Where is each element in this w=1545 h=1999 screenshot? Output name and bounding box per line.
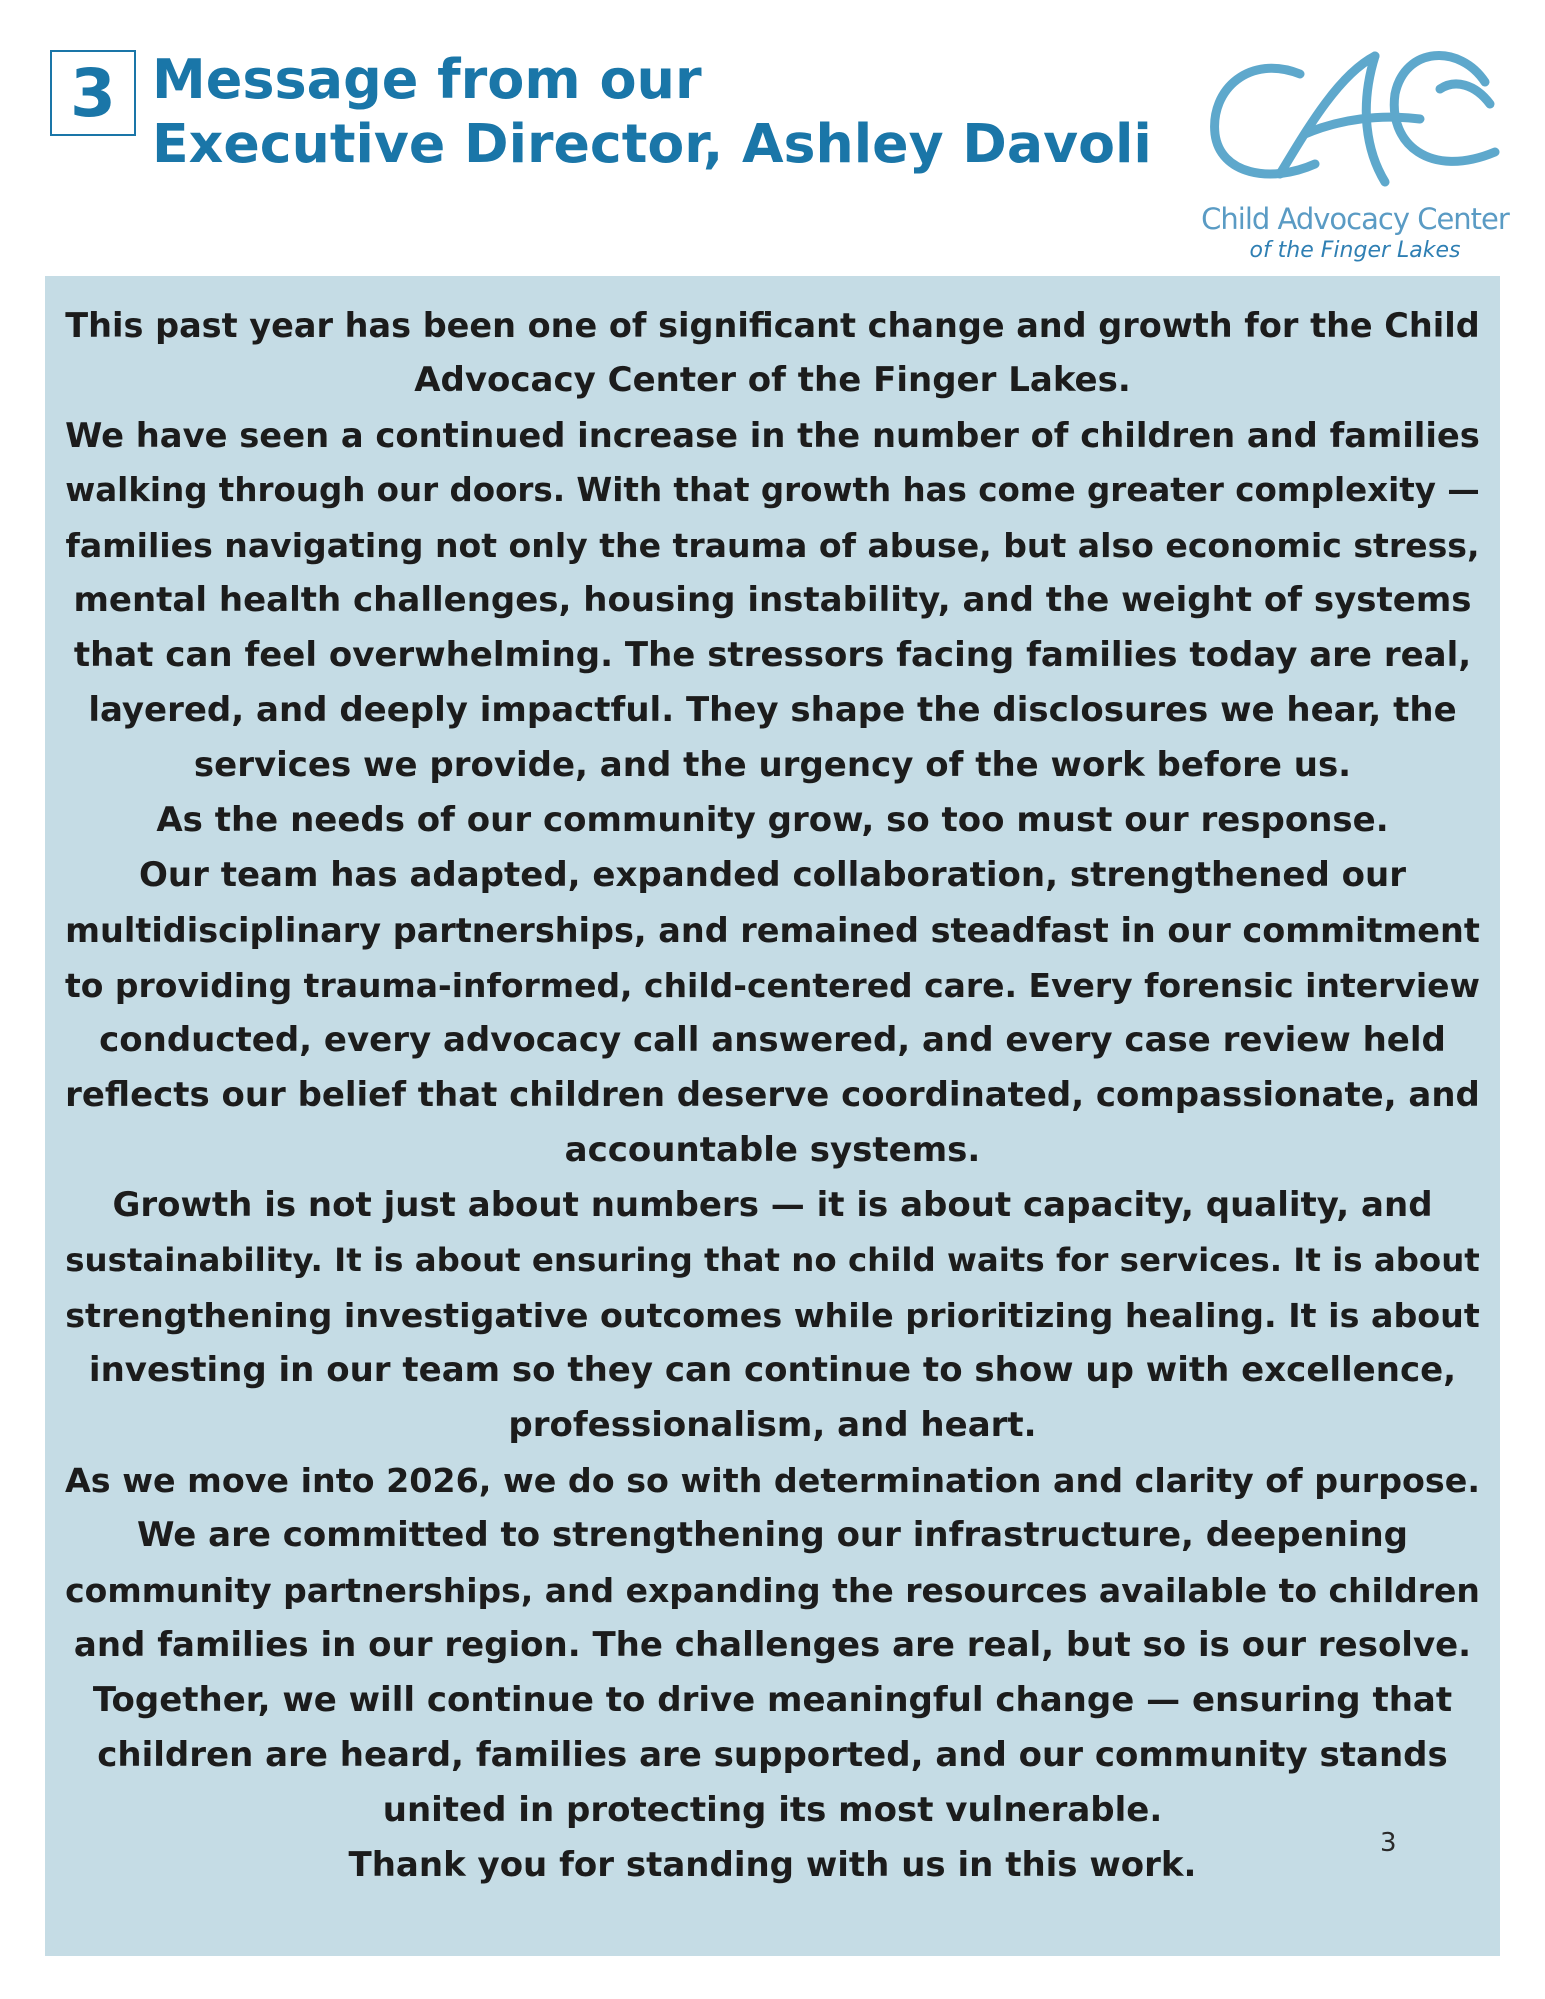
message-line: Advocacy Center of the Finger Lakes. [414,360,1131,400]
message-line: Growth is not just about numbers — it is about capacity, quality, and [112,1185,1433,1225]
page-title [152,48,1152,176]
message-line: mental health challenges, housing instability, and the weight of systems [73,580,1472,620]
message-line: We are committed to strengthening our infrastructure, deepening [136,1515,1409,1555]
message-line: families navigating not only the trauma of abuse, but also economic stress, [65,526,1480,565]
message-line: to providing trauma-informed, child-centered care. Every forensic interview [65,966,1480,1005]
message-line: We have seen a continued increase in the number of children and families [65,416,1480,455]
cac-monogram-icon [1190,34,1520,204]
message-line: Together, we will continue to drive meaningful change — ensuring that [92,1680,1453,1720]
organization-logo [1190,34,1520,274]
message-body [45,298,1500,1893]
message-line: professionalism, and heart. [508,1405,1037,1445]
logo-org-name: Child Advocacy Center [1201,202,1509,236]
message-line: reflects our belief that children deserve coordinated, compassionate, and [65,1075,1480,1115]
message-line: sustainability. It is about ensuring that no child waits for services. It is about [65,1241,1480,1279]
message-line: and families in our region. The challenges are real, but so is our resolve. [73,1625,1472,1665]
message-line: services we provide, and the urgency of the work before us. [193,745,1352,785]
message-panel [45,276,1500,1956]
message-line: This past year has been one of significant change and growth for the Child [65,306,1480,345]
message-line: Thank you for standing with us in this work. [348,1845,1197,1885]
message-line: walking through our doors. With that growth has come greater complexity — [65,471,1480,509]
message-line: united in protecting its most vulnerable. [382,1790,1163,1830]
page-number: 3 [1380,1828,1397,1858]
message-line: investing in our team so they can continue to show up with excellence, [88,1350,1457,1390]
message-line: accountable systems. [564,1130,981,1170]
message-line: Our team has adapted, expanded collaboration, strengthened our [138,855,1406,895]
message-line: As we move into 2026, we do so with determination and clarity of purpose. [65,1461,1480,1500]
message-line: As the needs of our community grow, so too must our response. [156,800,1389,840]
message-line: that can feel overwhelming. The stressors facing families today are real, [73,635,1472,675]
message-line: layered, and deeply impactful. They shape the disclosures we hear, the [88,690,1457,730]
page-title-line-1: Message from our [152,48,702,111]
section-number-box: 3 [50,50,136,136]
message-line: children are heard, families are supported, and our community stands [97,1735,1448,1775]
message-line: community partnerships, and expanding the resources available to children [65,1571,1480,1610]
page-title-line-2: Executive Director, Ashley Davoli [152,112,1152,175]
message-line: strengthening investigative outcomes while prioritizing healing. It is about [65,1296,1480,1335]
logo-org-subtitle: of the Finger Lakes [1249,238,1461,263]
message-line: conducted, every advocacy call answered, and every case review held [99,1020,1446,1060]
message-line: multidisciplinary partnerships, and remained steadfast in our commitment [65,911,1480,950]
